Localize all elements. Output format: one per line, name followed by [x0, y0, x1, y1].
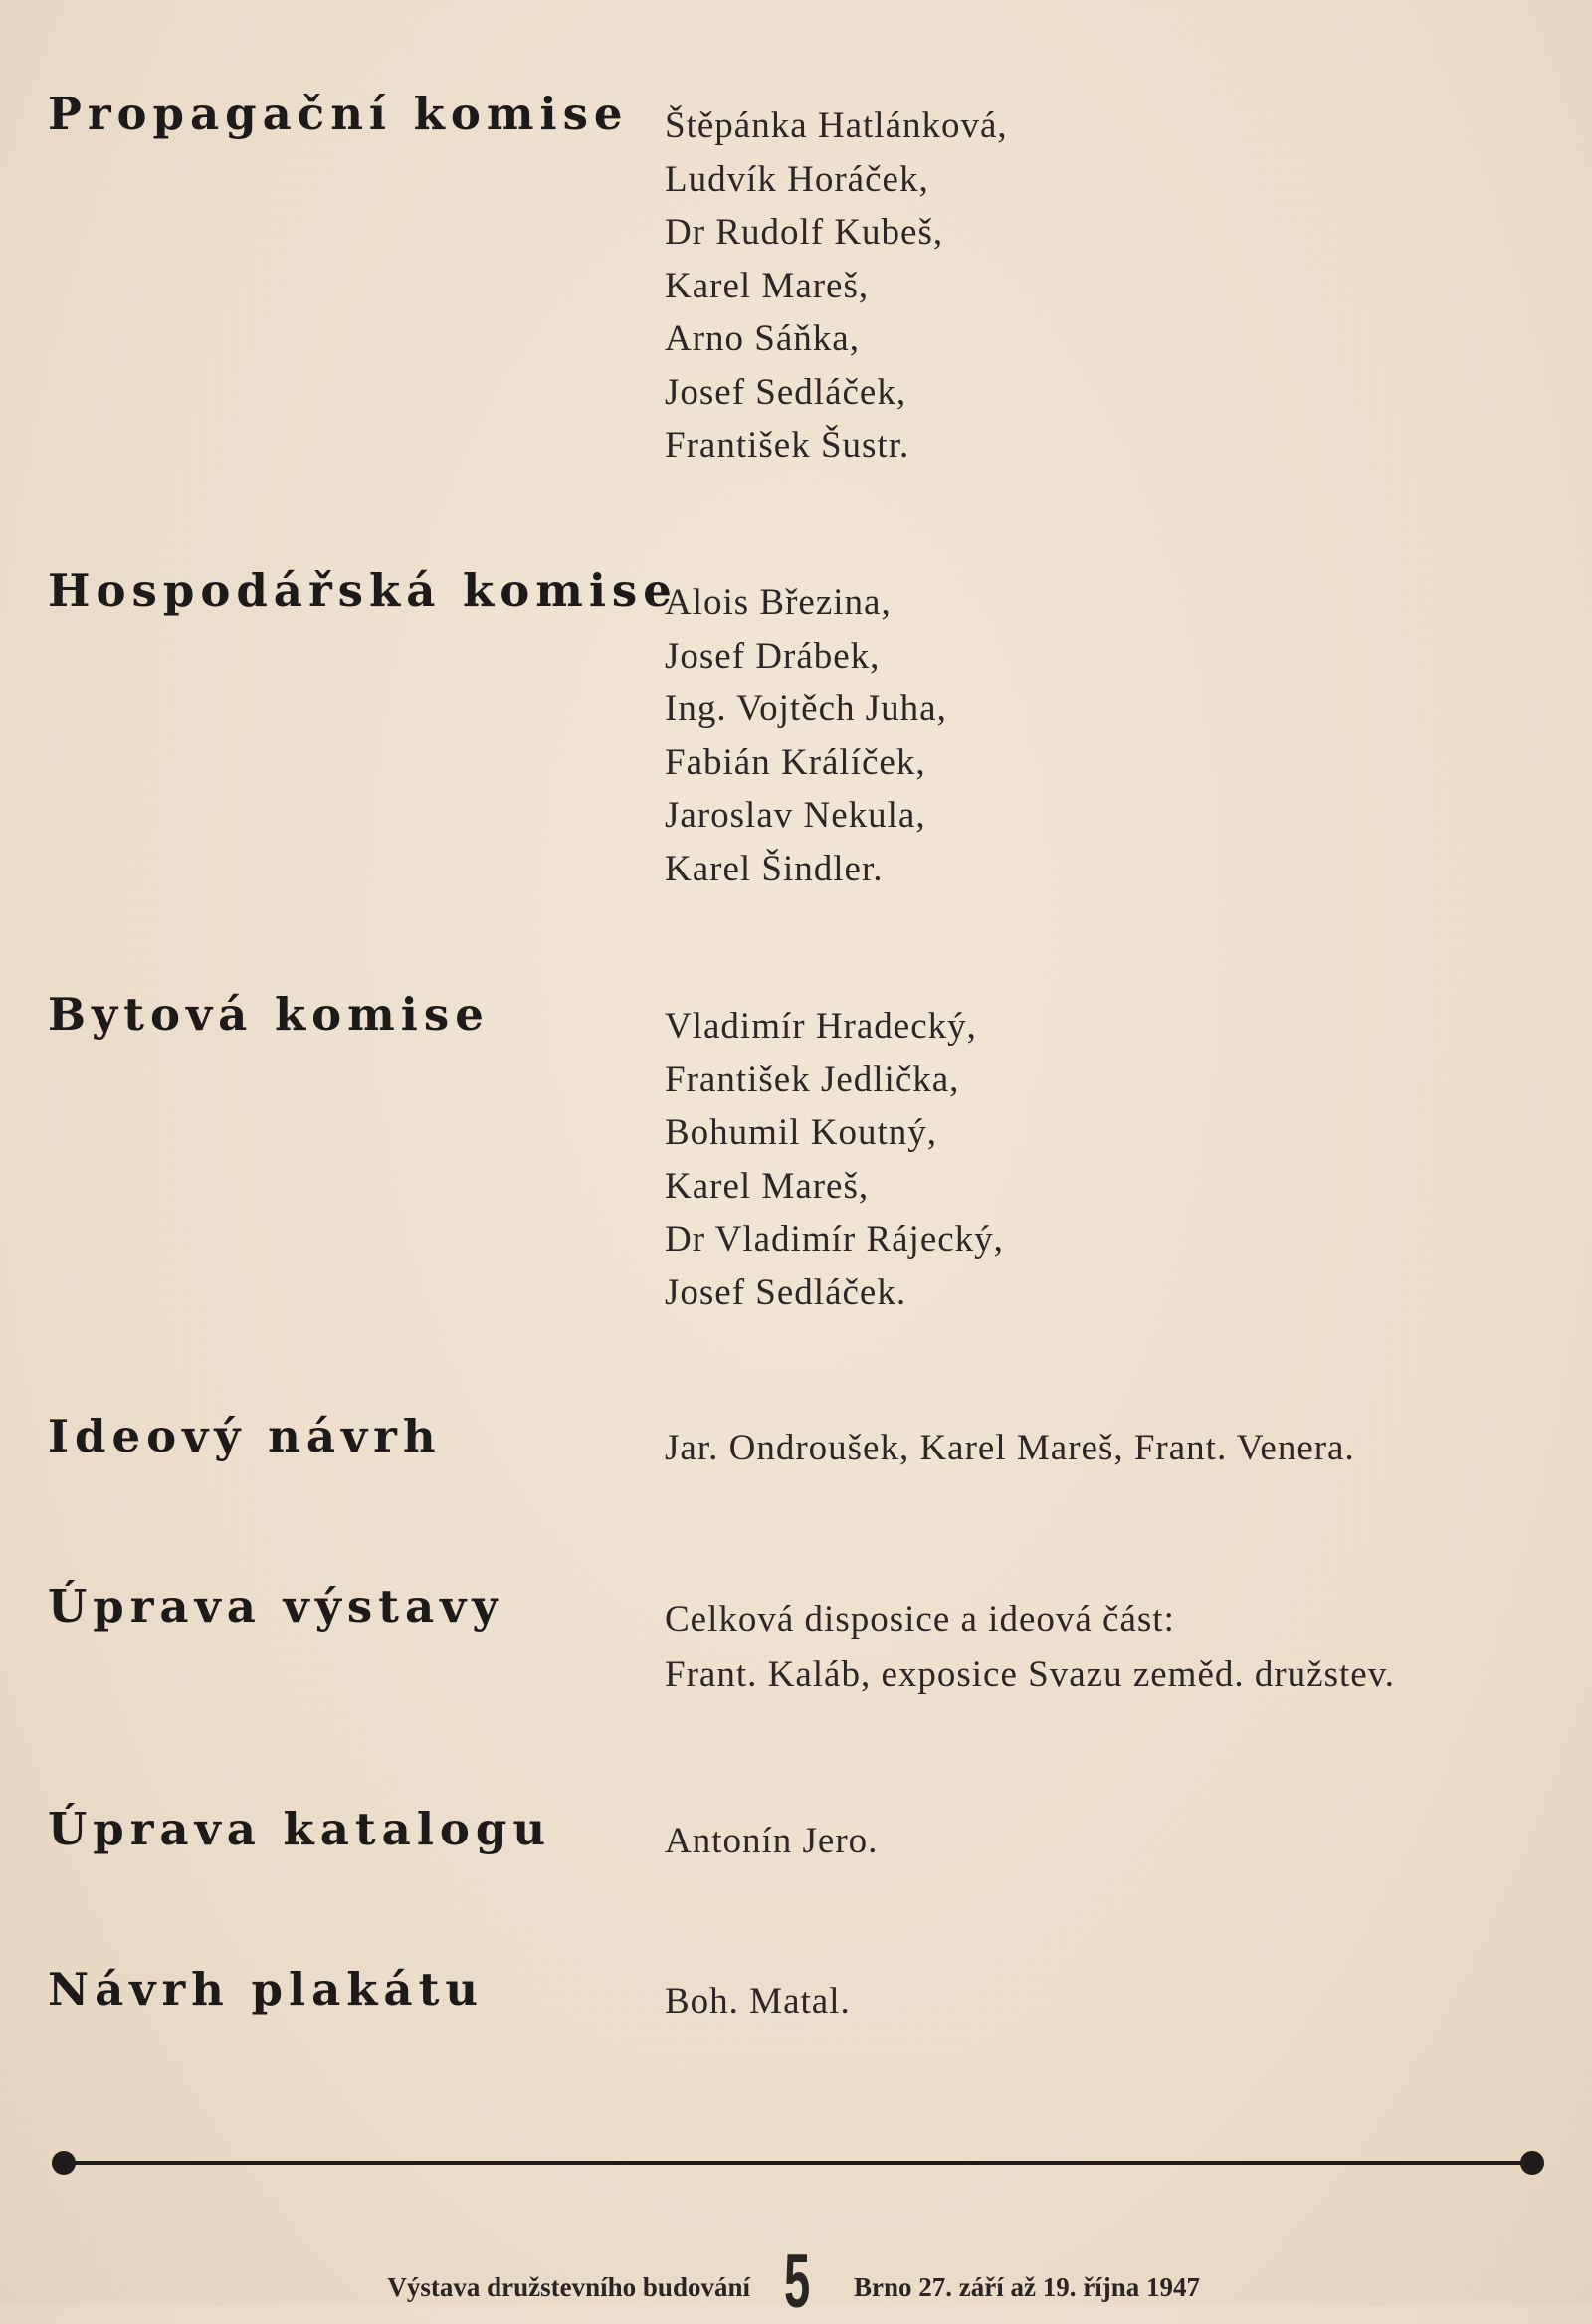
- member-name: Karel Šindler.: [665, 848, 884, 889]
- member-name: Alois Březina,: [665, 582, 892, 623]
- section-heading: Úprava katalogu: [48, 1803, 552, 1855]
- credit-line: Jar. Ondroušek, Karel Mareš, Frant. Venera.: [665, 1428, 1355, 1468]
- section-heading: Bytová komise: [48, 988, 490, 1041]
- credit-list: [665, 1815, 878, 1868]
- member-name: Josef Drábek,: [665, 635, 881, 677]
- member-name: Ing. Vojtěch Juha,: [665, 688, 947, 729]
- footer-exhibition-title: Výstava družstevního budování: [387, 2272, 750, 2302]
- member-name: Karel Mareš,: [665, 1165, 870, 1207]
- member-name: Fabián Králíček,: [665, 741, 926, 783]
- member-name: František Jedlička,: [665, 1059, 960, 1100]
- credit-list: [665, 1592, 1395, 1703]
- page-number: 5: [784, 2239, 811, 2324]
- member-name: Štěpánka Hatlánková,: [665, 105, 1008, 146]
- page-footer: [0, 2239, 1592, 2324]
- member-name: Vladimír Hradecký,: [665, 1006, 977, 1047]
- rule-end-dot-icon: [1520, 2151, 1544, 2175]
- member-list: [665, 1000, 1004, 1319]
- member-name: Dr Rudolf Kubeš,: [665, 212, 944, 253]
- member-list: [665, 576, 947, 895]
- credit-list: [665, 1422, 1355, 1475]
- member-name: František Šustr.: [665, 425, 910, 466]
- member-name: Dr Vladimír Rájecký,: [665, 1219, 1004, 1259]
- credit-line: Celková disposice a ideová část:: [665, 1599, 1175, 1640]
- member-name: Bohumil Koutný,: [665, 1112, 938, 1153]
- credit-line: Antonín Jero.: [665, 1821, 879, 1861]
- section-heading: Úprava výstavy: [48, 1580, 504, 1633]
- member-list: [665, 99, 1008, 473]
- member-name: Ludvík Horáček,: [665, 158, 929, 200]
- section-heading: Návrh plakátu: [48, 1963, 485, 2016]
- member-name: Karel Mareš,: [665, 265, 870, 306]
- section-heading: Hospodářská komise: [48, 564, 678, 617]
- member-name: Josef Sedláček.: [665, 1271, 907, 1313]
- member-name: Jaroslav Nekula,: [665, 795, 926, 836]
- credit-line: Frant. Kaláb, exposice Svazu zeměd. družstev.: [665, 1654, 1396, 1695]
- credit-list: [665, 1975, 851, 2029]
- rule-line: [62, 2161, 1534, 2165]
- member-name: Josef Sedláček,: [665, 371, 907, 413]
- section-heading: Propagační komise: [48, 88, 629, 140]
- decorative-rule: [52, 2147, 1544, 2177]
- section-heading: Ideový návrh: [48, 1410, 442, 1462]
- member-name: Arno Sáňka,: [665, 318, 860, 359]
- footer-dates: Brno 27. září až 19. října 1947: [854, 2272, 1200, 2302]
- credit-line: Boh. Matal.: [665, 1981, 851, 2022]
